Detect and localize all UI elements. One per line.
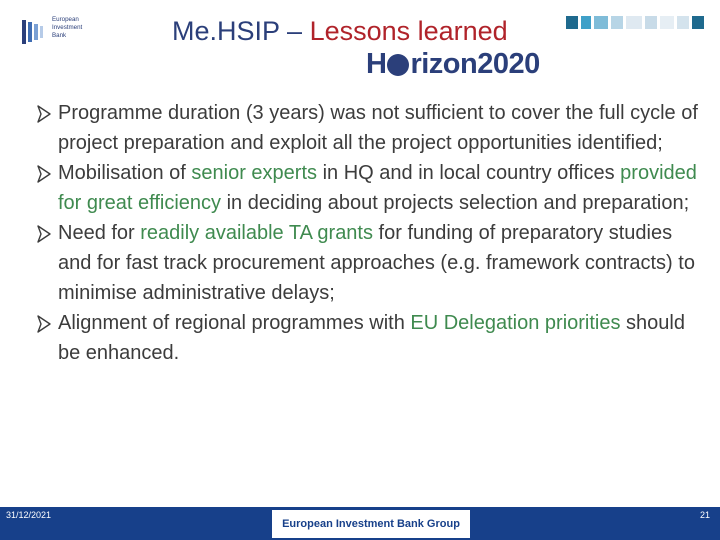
decorative-square bbox=[645, 16, 657, 29]
bullet-text: should be enhanced. bbox=[58, 312, 685, 364]
eib-logo-line: Bank bbox=[52, 32, 67, 39]
highlighted-text: EU Delegation priorities bbox=[410, 312, 621, 334]
bullet-item bbox=[36, 218, 706, 308]
eib-logo bbox=[22, 16, 102, 50]
decorative-square bbox=[566, 16, 578, 29]
bullet-list bbox=[36, 98, 706, 368]
decorative-square bbox=[611, 16, 623, 29]
bullet-item bbox=[36, 158, 706, 218]
bullet-text: Programme duration (3 years) was not sufficient to cover the full cycle of project preparation and exploit all the project opportunities identified; bbox=[58, 102, 698, 154]
highlighted-text: senior experts bbox=[191, 162, 318, 184]
arrow-bullet-icon bbox=[36, 98, 54, 128]
eib-logo-line: Investment bbox=[52, 24, 83, 31]
horizon-logo-o-icon bbox=[387, 54, 409, 76]
eib-logo-line: European bbox=[52, 16, 79, 23]
decorative-square bbox=[581, 16, 591, 29]
decorative-square bbox=[677, 16, 689, 29]
decorative-square bbox=[626, 16, 642, 29]
slide-title bbox=[172, 14, 508, 48]
arrow-bullet-icon bbox=[36, 158, 54, 188]
bullet-item bbox=[36, 308, 706, 368]
footer-organization: European Investment Bank Group bbox=[272, 510, 470, 538]
bullet-text: Need for bbox=[58, 222, 141, 244]
bullet-text: in deciding about projects selection and preparation; bbox=[221, 192, 690, 214]
horizon-logo-year: 2020 bbox=[477, 48, 540, 80]
highlighted-text: provided for great efficiency bbox=[58, 162, 697, 214]
bullet-text: Mobilisation of bbox=[58, 162, 192, 184]
arrow-bullet-icon bbox=[36, 218, 54, 248]
decorative-squares bbox=[566, 16, 700, 30]
bullet-text: Alignment of regional programmes with bbox=[58, 312, 411, 334]
footer-bar bbox=[0, 507, 720, 540]
highlighted-text: readily available TA grants bbox=[140, 222, 373, 244]
page-number: 21 bbox=[699, 510, 710, 520]
bullet-text: in HQ and in local country offices bbox=[317, 162, 621, 184]
horizon-2020-logo bbox=[366, 48, 540, 80]
eib-logo-text bbox=[52, 16, 122, 40]
title-topic: Lessons learned bbox=[309, 16, 508, 46]
decorative-square bbox=[660, 16, 674, 29]
arrow-bullet-icon bbox=[36, 308, 54, 338]
decorative-square bbox=[594, 16, 608, 29]
bullet-text: for funding of preparatory studies and for fast track procurement approaches (e.g. framework contracts) to minimise administrative delays; bbox=[58, 222, 695, 304]
title-project: Me.HSIP – bbox=[172, 16, 310, 46]
bullet-item bbox=[36, 98, 706, 158]
horizon-logo-rizon: rizon bbox=[410, 48, 478, 80]
footer-date: 31/12/2021 bbox=[6, 510, 52, 520]
eib-logo-icon bbox=[22, 18, 48, 46]
horizon-logo-h: H bbox=[366, 48, 387, 80]
decorative-square bbox=[692, 16, 704, 29]
